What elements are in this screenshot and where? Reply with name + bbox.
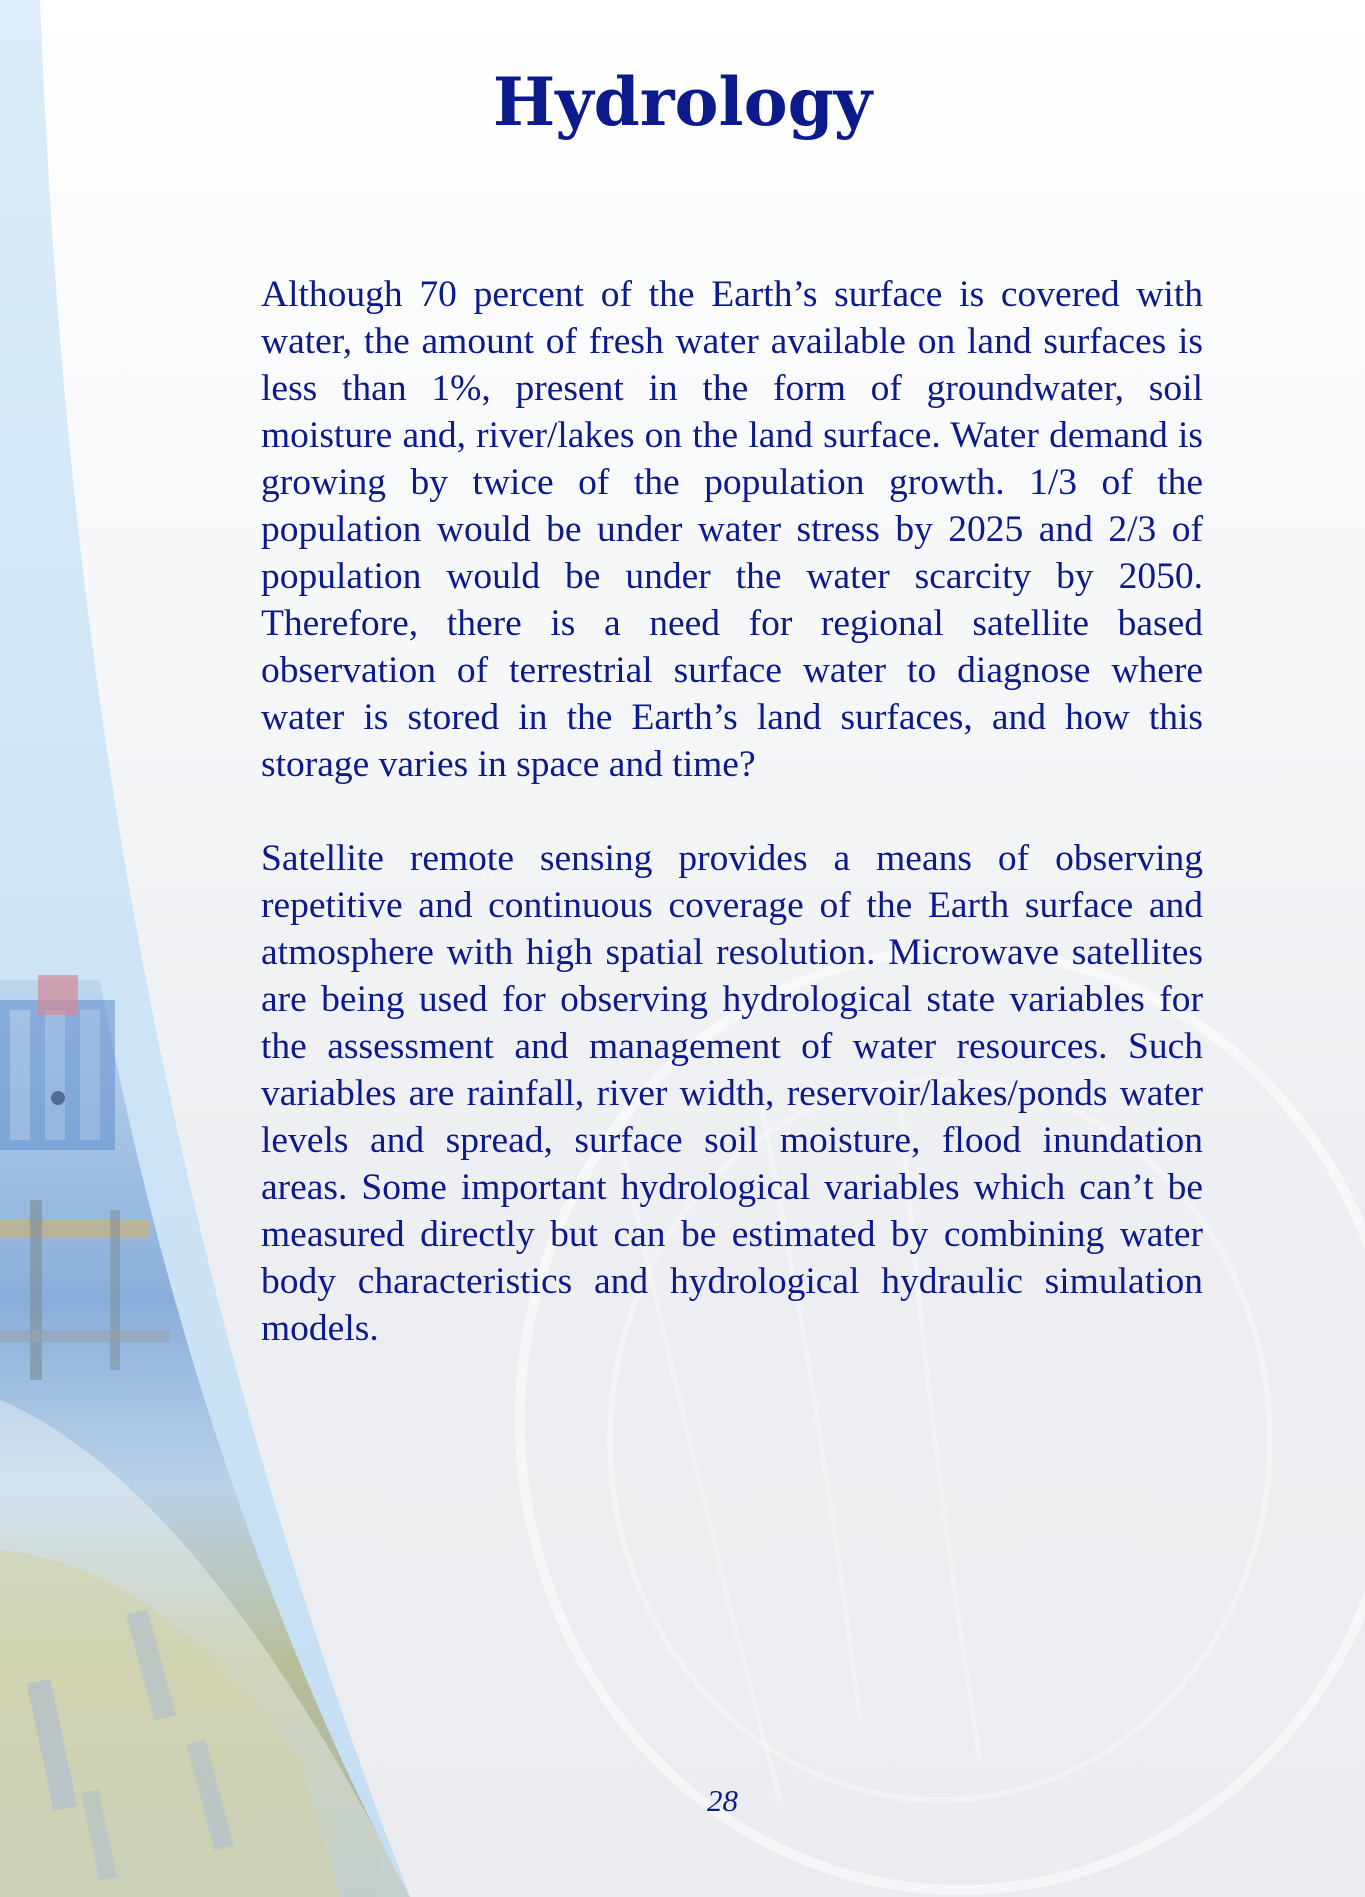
page-number: 28	[707, 1783, 738, 1818]
page-title: Hydrology	[492, 63, 873, 141]
body-text	[261, 271, 1203, 1352]
paragraph-2: Satellite remote sensing provides a means of observing repetitive and continuous coverage of the Earth surface and atmosphere with high spatial resolution. Microwave satellites are being used for observing hydrological state variables for the assessment and management of water resources. Such variables are rainfall, river width, reservoir/lakes/ponds water levels and spread, surface soil moisture, flood inundation areas. Some important hydrological variables which can’t be measured directly but can be estimated by combining water body characteristics and hydrological hydraulic simulation models.	[261, 838, 1203, 1349]
paragraph-1: Although 70 percent of the Earth’s surface is covered with water, the amount of fresh water available on land surfaces is less than 1%, present in the form of groundwater, soil moisture and, river/lakes on the land surface. Water demand is growing by twice of the population growth. 1/3 of the population would be under water stress by 2025 and 2/3 of population would be under the water scarcity by 2050. Therefore, there is a need for regional satellite based observation of terrestrial surface water to diagnose where water is stored in the Earth’s land surfaces, and how this storage varies in space and time?	[261, 274, 1203, 785]
